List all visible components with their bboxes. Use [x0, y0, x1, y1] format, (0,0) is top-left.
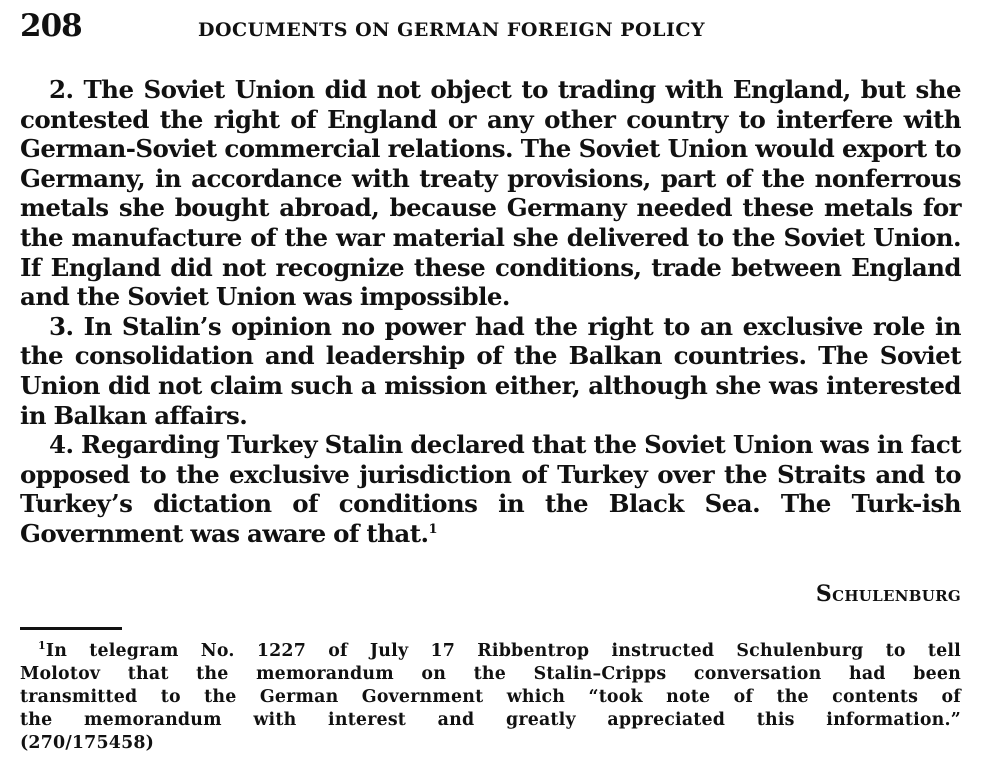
footnote-line: transmitted to the German Government which “took note of the contents of — [20, 687, 961, 707]
footnote-marker: 1 — [38, 639, 46, 653]
footnote-text: In telegram No. 1227 of July 17 Ribbentrop instructed Schulenburg to tell — [45, 641, 961, 661]
running-head: DOCUMENTS ON GERMAN FOREIGN POLICY — [198, 19, 706, 41]
footnote-divider — [20, 627, 122, 630]
paragraph-text: 4. Regarding Turkey Stalin declared that the Soviet Union was in fact opposed to the exclusive jurisdiction of Turkey over the Straits and to Turkey’s dictation of conditions in the Black Sea. The Turk-ish Government was aware of that. — [20, 430, 961, 548]
signature: Schulenburg — [815, 581, 961, 607]
page-header — [20, 8, 970, 48]
paragraph-text: 2. The Soviet Union did not object to trading with England, but she contested the right of England or any other country to interfere with German-Soviet commercial relations. The Soviet Union would export to Germany, in accordance with treaty provisions, part of the nonferrous metals she bought abroad, because Germany needed these metals for the manufacture of the war material she delivered to the Soviet Union. If England did not recognize these conditions, trade between England and the Soviet Union was impossible. — [20, 75, 961, 312]
footnote-line — [20, 640, 961, 663]
footnote-reference[interactable]: 1 — [428, 521, 437, 537]
page-number: 208 — [20, 8, 82, 44]
footnote-line: the memorandum with interest and greatly appreciated this information.” — [20, 710, 961, 730]
paragraph-4 — [20, 430, 961, 548]
document-body — [20, 75, 961, 549]
paragraph-text: 3. In Stalin’s opinion no power had the right to an exclusive role in the consolidation and leadership of the Balkan countries. The Soviet Union did not claim such a mission either, although she was interested in Balkan affairs. — [20, 311, 961, 430]
footnote-line: Molotov that the memorandum on the Stalin–Cripps conversation had been — [20, 664, 961, 684]
paragraph-3 — [20, 312, 961, 430]
paragraph-2 — [20, 75, 961, 312]
footnote — [20, 640, 961, 755]
footnote-line: (270/175458) — [20, 733, 155, 753]
